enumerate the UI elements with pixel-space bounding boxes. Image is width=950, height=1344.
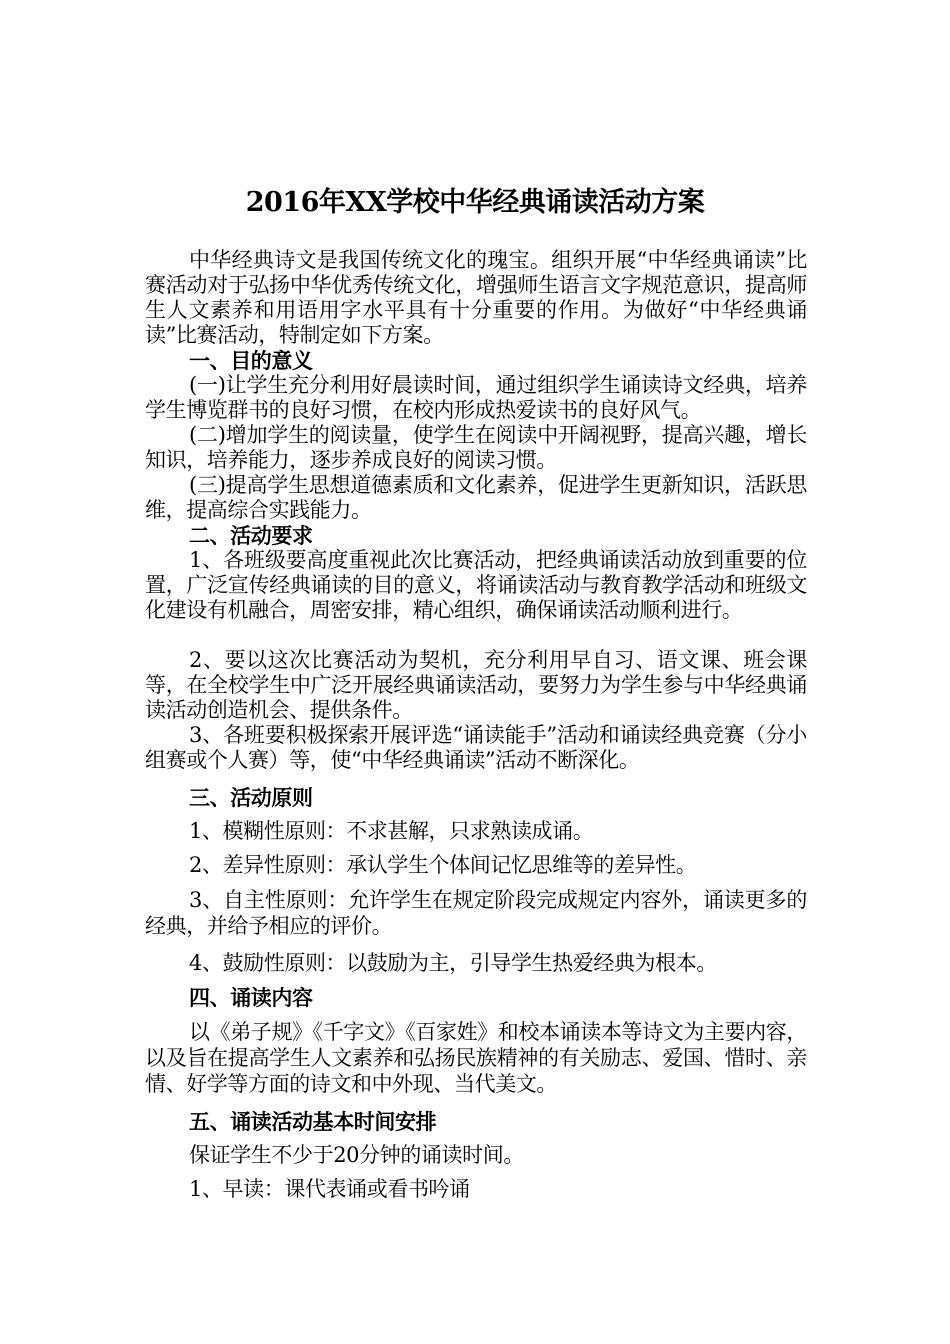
schedule-item-1: 保证学生不少于20分钟的诵读时间。 [189,1143,524,1167]
section-heading-content: 四、诵读内容 [189,985,313,1010]
principle-item-4: 4、鼓励性原则：以鼓励为主，引导学生热爱经典为根本。 [189,951,717,975]
section-heading-purpose: 一、目的意义 [189,348,313,373]
content-paragraph: 以《弟子规》《千字文》《百家姓》和校本诵读本等诗文为主要内容，以及旨在提高学生人文素养和弘扬民族精神的有关励志、爱国、惜时、亲情、好学等方面的诗文和中外现、当代美文。 [145,1020,807,1096]
requirement-item-1: 1、各班级要高度重视此次比赛活动，把经典诵读活动放到重要的位置，广泛宣传经典诵读的目的意义，将诵读活动与教育教学活动和班级文化建设有机融合，周密安排，精心组织，确保诵读活动顺利进行。 [145,548,807,622]
section-heading-requirements: 二、活动要求 [189,523,313,548]
purpose-item-3: (三)提高学生思想道德素质和文化素养，促进学生更新知识，活跃思维，提高综合实践能力。 [145,473,807,522]
schedule-item-2: 1、早读：课代表诵或看书吟诵 [189,1177,470,1201]
intro-paragraph: 中华经典诗文是我国传统文化的瑰宝。组织开展“中华经典诵读”比赛活动对于弘扬中华优秀传统文化，增强师生语言文字规范意识，提高师生人文素养和用语用字水平具有十分重要的作用。为做好“中华经典诵读”比赛活动，特制定如下方案。 [145,248,807,347]
requirement-item-3: 3、各班要积极探索开展评选“诵读能手”活动和诵读经典竞赛（分小组赛或个人赛）等，使“中华经典诵读”活动不断深化。 [145,723,807,772]
section-heading-schedule: 五、诵读活动基本时间安排 [189,1109,437,1134]
section-heading-principles: 三、活动原则 [189,785,313,810]
document-title: 2016年XX学校中华经典诵读活动方案 [245,187,705,218]
purpose-item-1: (一)让学生充分利用好晨读时间，通过组织学生诵读诗文经典，培养学生博览群书的良好习惯，在校内形成热爱读书的良好风气。 [145,373,807,422]
requirement-item-2: 2、要以这次比赛活动为契机，充分利用早自习、语文课、班会课等，在全校学生中广泛开展经典诵读活动，要努力为学生参与中华经典诵读活动创造机会、提供条件。 [145,648,807,722]
principle-item-2: 2、差异性原则：承认学生个体间记忆思维等的差异性。 [189,853,697,877]
purpose-item-2: (二)增加学生的阅读量，使学生在阅读中开阔视野，提高兴趣，增长知识，培养能力，逐步养成良好的阅读习惯。 [145,423,807,472]
principle-item-3: 3、自主性原则：允许学生在规定阶段完成规定内容外，诵读更多的经典，并给予相应的评价。 [145,888,807,938]
principle-item-1: 1、模糊性原则：不求甚解，只求熟读成诵。 [189,819,594,843]
